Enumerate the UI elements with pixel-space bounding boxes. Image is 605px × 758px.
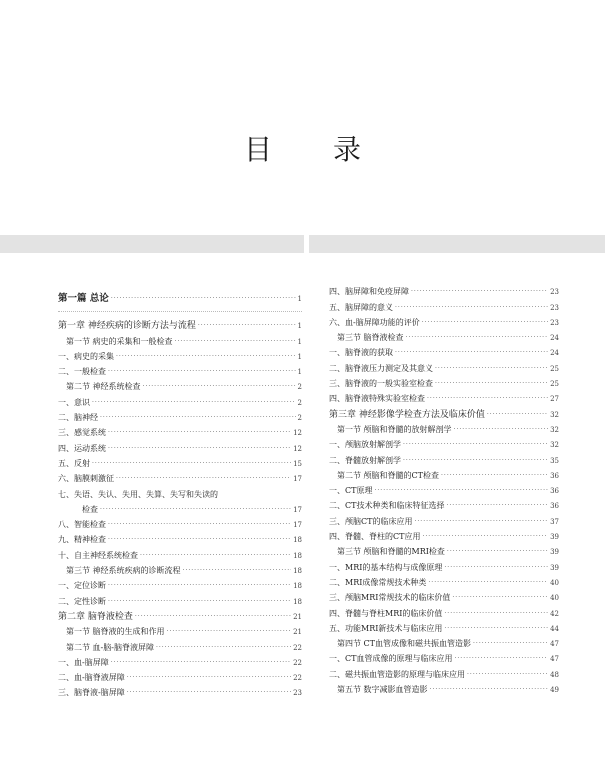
toc-entry-page: 17 [293,521,302,530]
leader-dots [143,383,296,392]
leader-dots [92,399,296,408]
toc-entry-page: 18 [293,582,302,591]
toc-entry-page: 1 [297,322,302,331]
toc-entry-page: 44 [550,624,559,633]
toc-entry-page: 39 [550,548,559,557]
toc-entry-page: 27 [550,395,559,404]
leader-dots [422,533,548,542]
toc-entry-label: 十、自主神经系统检查 [58,550,138,560]
leader-dots [435,365,548,374]
leader-dots [116,475,291,484]
toc-entry-item[interactable] [58,408,302,423]
toc-entry-label: 第一节 脑脊液的生成和作用 [66,627,165,637]
leader-dots [175,338,296,347]
toc-entry-page: 24 [550,334,559,343]
leader-dots [395,304,548,313]
toc-entry-item[interactable] [58,653,302,668]
toc-entry-item[interactable] [329,435,559,450]
toc-entry-label: 第一章 神经疾病的诊断方法与流程 [58,321,196,332]
toc-entry-item[interactable] [329,619,559,634]
toc-left-column [58,282,302,698]
leader-dots [414,518,548,527]
toc-entry-label: 一、颅脑放射解剖学 [329,440,401,450]
leader-dots [403,457,548,466]
leader-dots [108,429,291,438]
toc-entry-page: 12 [293,429,302,438]
toc-entry-item[interactable] [329,450,559,465]
toc-entry-label: 五、脑屏障的意义 [329,302,393,312]
toc-entry-page: 36 [550,471,559,480]
toc-entry-page: 39 [550,533,559,542]
toc-entry-page: 32 [550,441,559,450]
toc-entry-page: 39 [550,563,559,572]
toc-entry-item[interactable] [58,347,302,362]
leader-dots [108,598,291,607]
header-band-left [0,235,304,253]
leader-dots [435,380,548,389]
leader-dots [473,640,548,649]
leader-dots [108,582,291,591]
toc-entry-page: 22 [293,658,302,667]
toc-entry-item[interactable] [58,438,302,453]
toc-entry-label: 检查 [82,504,98,514]
toc-entry-page: 2 [297,383,302,392]
toc-entry-chapter[interactable] [58,316,302,331]
toc-entry-page: 23 [550,303,559,312]
toc-entry-page: 48 [550,670,559,679]
toc-entry-item[interactable] [329,343,559,358]
toc-entry-section[interactable] [329,328,559,343]
toc-entry-chapter[interactable] [58,607,302,622]
leader-dots [135,613,291,622]
toc-entry-item[interactable] [58,454,302,469]
leader-dots [92,460,291,469]
toc-entry-page: 23 [550,318,559,327]
toc-entry-page: 2 [297,398,302,407]
toc-entry-label: 二、脊髓放射解剖学 [329,455,401,465]
toc-entry-item[interactable] [329,481,559,496]
toc-entry-label: 第一节 病史的采集和一般检查 [66,336,173,346]
toc-entry-label: 一、脑脊液的获取 [329,348,393,358]
toc-entry-label: 第五节 数字减影血管造影 [337,685,428,695]
toc-entry-page: 1 [297,337,302,346]
leader-dots [427,395,548,404]
toc-entry-item[interactable] [58,362,302,377]
toc-entry-page: 15 [293,459,302,468]
toc-entry-label: 一、定位诊断 [58,581,106,591]
toc-entry-label: 四、运动系统 [58,443,106,453]
leader-dots [183,567,292,576]
toc-entry-page: 12 [293,444,302,453]
toc-entry-page: 18 [293,551,302,560]
toc-entry-label: 第二节 颅脑和脊髓的CT检查 [337,470,439,480]
leader-dots [411,288,548,297]
toc-entry-label: 一、CT血管成像的原理与临床应用 [329,654,453,664]
toc-entry-section[interactable] [58,331,302,346]
leader-dots [156,644,291,653]
toc-entry-item[interactable] [329,649,559,664]
toc-entry-label: 三、感觉系统 [58,428,106,438]
toc-entry-page: 1 [297,352,302,361]
toc-entry-label: 五、功能MRI新技术与临床应用 [329,623,443,633]
toc-entry-label: 第二节 血-脑-脑脊液屏障 [66,642,154,652]
toc-entry-label: 第三章 神经影像学检查方法及临床价值 [329,409,485,420]
toc-right-column [329,282,559,695]
leader-dots [454,655,548,664]
leader-dots [108,445,291,454]
toc-entry-label: 六、脑膜刺激征 [58,474,114,484]
toc-entry-label: 二、MRI成像常规技术种类 [329,577,427,587]
toc-entry-label: 二、一般检查 [58,367,106,377]
leader-dots [441,472,548,481]
toc-entry-item[interactable] [58,515,302,530]
leader-dots [406,334,549,343]
toc-entry-section[interactable] [329,466,559,481]
toc-entry-label: 三、颅脑CT的临床应用 [329,516,413,526]
toc-entry-item[interactable] [329,664,559,679]
leader-dots [487,411,548,420]
leader-dots [140,552,291,561]
leader-dots [395,349,548,358]
toc-entry-page: 21 [293,612,302,621]
toc-entry-item[interactable] [58,683,302,698]
toc-entry-chapter[interactable] [329,404,559,419]
toc-entry-item[interactable] [329,588,559,603]
toc-entry-page: 22 [293,643,302,652]
toc-entry-label: 一、意识 [58,397,90,407]
leader-dots [198,322,296,331]
leader-dots [116,353,296,362]
toc-entry-page: 37 [550,517,559,526]
toc-entry-page: 21 [293,628,302,637]
toc-entry-page: 17 [293,505,302,514]
toc-entry-label: 一、CT原理 [329,486,373,496]
toc-entry-page: 18 [293,536,302,545]
toc-entry-item[interactable] [329,557,559,572]
leader-dots [430,686,549,695]
toc-entry-part[interactable] [58,282,302,304]
toc-entry-section[interactable] [329,542,559,557]
toc-entry-page: 24 [550,349,559,358]
toc-entry-page: 32 [550,410,559,419]
toc-entry-page: 18 [293,567,302,576]
leader-dots [374,487,548,496]
toc-entry-label: 四、脊髓与脊柱MRI的临床价值 [329,608,443,618]
toc-entry-label: 三、脑脊液的一般实验室检查 [329,379,433,389]
toc-entry-page: 40 [550,594,559,603]
toc-entry-label: 一、病史的采集 [58,351,114,361]
toc-entry-label: 四、脊髓、脊柱的CT应用 [329,532,421,542]
toc-entry-label: 二、脑神经 [58,413,98,423]
leader-dots [403,441,548,450]
leader-dots [467,671,548,680]
toc-entry-section[interactable] [58,377,302,392]
toc-entry-label: 二、CT技术种类和临床特征选择 [329,501,445,511]
toc-entry-page: 47 [550,655,559,664]
toc-entry-label: 六、血-脑屏障功能的评价 [329,317,420,327]
leader-dots [100,506,291,515]
toc-entry-item[interactable] [329,297,559,312]
toc-entry-label: 八、智能检查 [58,520,106,530]
toc-entry-page: 40 [550,578,559,587]
toc-entry-item[interactable] [58,469,302,484]
toc-entry-page: 25 [550,364,559,373]
leader-dots [108,536,291,545]
toc-entry-item[interactable] [329,313,559,328]
toc-entry-item[interactable] [329,511,559,526]
toc-entry-page: 2 [297,414,302,423]
toc-entry-label: 三、脑脊液-脑屏障 [58,688,125,698]
toc-entry-item[interactable] [58,545,302,560]
toc-entry-page: 36 [550,502,559,511]
toc-entry-label: 一、MRI的基本结构与成像原理 [329,562,443,572]
toc-entry-label: 五、反射 [58,458,90,468]
toc-entry-item[interactable] [58,576,302,591]
page-title: 目 录 [244,133,387,166]
toc-entry-label: 第三节 颅脑和脊髓的MRI检查 [337,547,445,557]
toc-entry-item[interactable] [329,389,559,404]
toc-entry-page: 36 [550,487,559,496]
toc-entry-label: 二、血-脑脊液屏障 [58,673,125,683]
toc-entry-page: 22 [293,674,302,683]
toc-entry-page: 32 [550,425,559,434]
toc-entry-label: 第三节 神经系统疾病的诊断流程 [66,566,181,576]
toc-entry-page: 49 [550,686,559,695]
toc-entry-label: 二、定性诊断 [58,596,106,606]
toc-entry-label: 第一篇 总论 [58,293,109,304]
toc-entry-label: 三、颅脑MRI常规技术的临床价值 [329,593,451,603]
toc-entry-label: 第二章 脑脊液检查 [58,611,133,622]
toc-entry-label: 七、失语、失认、失用、失算、失写和失读的 [58,489,218,499]
toc-entry-page: 1 [297,368,302,377]
leader-dots [452,594,548,603]
leader-dots [108,368,296,377]
toc-entry-item[interactable] [58,668,302,683]
leader-dots [428,579,548,588]
toc-entry-item[interactable] [58,423,302,438]
toc-entry-label: 第一节 颅脑和脊髓的放射解剖学 [337,424,452,434]
toc-entry-item[interactable] [329,573,559,588]
toc-entry-page: 23 [550,288,559,297]
toc-entry-item[interactable] [329,496,559,511]
leader-dots [167,628,292,637]
toc-entry-item[interactable] [329,603,559,618]
toc-entry-section[interactable] [58,637,302,652]
toc-entry-label: 第四节 CT血管成像和磁共振血管造影 [337,639,471,649]
toc-entry-sub[interactable] [58,500,302,515]
toc-entry-item[interactable] [58,530,302,545]
leader-dots [447,548,548,557]
toc-entry-section[interactable] [58,561,302,576]
leader-dots [446,502,548,511]
toc-entry-item[interactable] [58,484,302,499]
toc-entry-item[interactable] [58,591,302,606]
toc-entry-section[interactable] [329,680,559,695]
toc-entry-item[interactable] [329,374,559,389]
toc-entry-item[interactable] [58,392,302,407]
leader-dots [444,564,548,573]
leader-dots [444,610,548,619]
toc-entry-label: 第三节 脑脊液检查 [337,333,404,343]
part-divider [58,304,302,312]
leader-dots [111,295,296,304]
toc-entry-section[interactable] [329,420,559,435]
leader-dots [100,414,296,423]
toc-entry-label: 第二节 神经系统检查 [66,382,141,392]
toc-entry-page: 42 [550,609,559,618]
toc-entry-section[interactable] [329,634,559,649]
toc-entry-section[interactable] [58,622,302,637]
leader-dots [454,426,549,435]
header-band-right [309,235,605,253]
leader-dots [127,674,291,683]
toc-entry-item[interactable] [329,282,559,297]
toc-entry-label: 四、脑屏障和免疫屏障 [329,287,409,297]
toc-entry-label: 二、磁共振血管造影的原理与临床应用 [329,669,465,679]
toc-entry-item[interactable] [329,358,559,373]
toc-entry-page: 25 [550,380,559,389]
toc-entry-page: 17 [293,475,302,484]
leader-dots [111,659,291,668]
toc-entry-label: 一、血-脑屏障 [58,657,109,667]
toc-entry-label: 九、精神检查 [58,535,106,545]
leader-dots [127,689,291,698]
toc-entry-page: 23 [293,689,302,698]
toc-entry-page: 35 [550,456,559,465]
toc-entry-page: 1 [297,295,302,303]
toc-entry-page: 47 [550,640,559,649]
toc-entry-item[interactable] [329,527,559,542]
toc-entry-label: 二、脑脊液压力测定及其意义 [329,363,433,373]
leader-dots [444,625,548,634]
leader-dots [422,319,548,328]
toc-entry-page: 18 [293,597,302,606]
toc-entry-label: 四、脑脊液特殊实验室检查 [329,394,425,404]
leader-dots [108,521,291,530]
